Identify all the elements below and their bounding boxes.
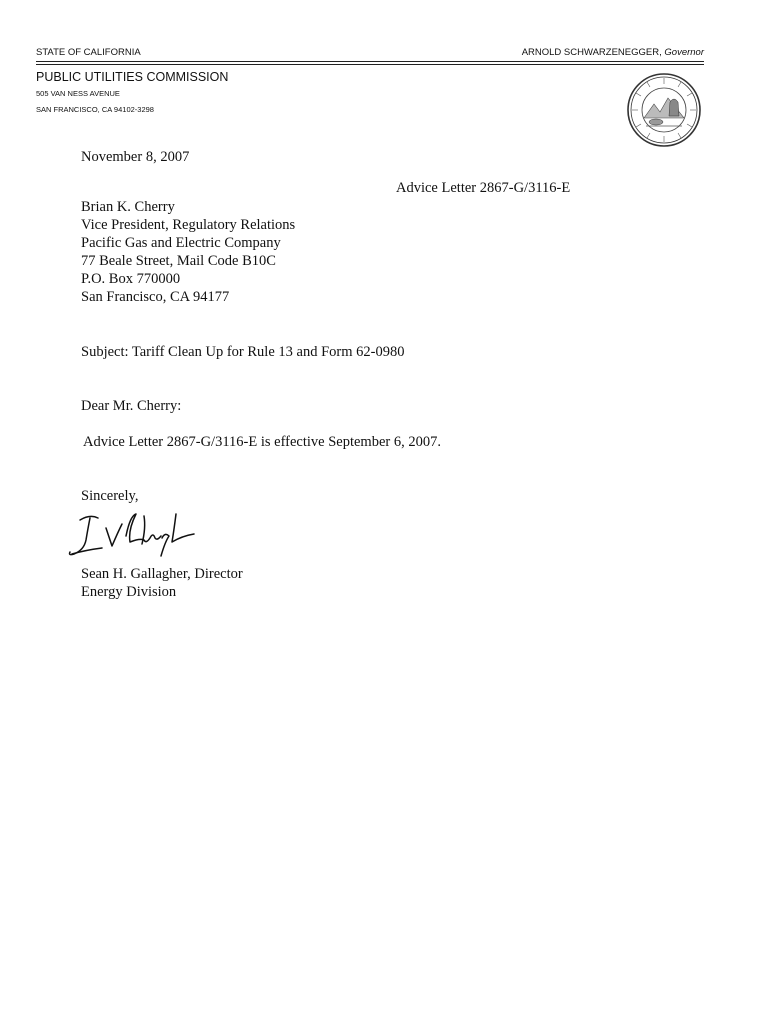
recipient-line: Pacific Gas and Electric Company xyxy=(81,235,281,251)
state-name: STATE OF CALIFORNIA xyxy=(36,47,141,58)
salutation: Dear Mr. Cherry: xyxy=(81,398,182,414)
governor-line xyxy=(522,47,704,58)
governor-title: Governor xyxy=(664,47,704,58)
signer-division: Energy Division xyxy=(81,584,177,600)
letter-date: November 8, 2007 xyxy=(81,149,190,165)
recipient-line: Vice President, Regulatory Relations xyxy=(81,217,296,233)
advice-letter-reference: Advice Letter 2867-G/3116-E xyxy=(396,180,571,196)
signature-image xyxy=(66,506,206,564)
closing: Sincerely, xyxy=(81,488,139,504)
state-seal-icon xyxy=(626,72,702,148)
recipient-line: P.O. Box 770000 xyxy=(81,271,181,287)
agency-city: SAN FRANCISCO, CA 94102-3298 xyxy=(36,105,154,114)
agency-name: PUBLIC UTILITIES COMMISSION xyxy=(36,70,229,84)
header-rule-top xyxy=(36,61,704,62)
recipient-line: Brian K. Cherry xyxy=(81,199,175,215)
letter-body: Advice Letter 2867-G/3116-E is effective September 6, 2007. xyxy=(83,434,441,450)
recipient-line: San Francisco, CA 94177 xyxy=(81,289,230,305)
recipient-line: 77 Beale Street, Mail Code B10C xyxy=(81,253,276,269)
header-rule-bottom xyxy=(36,64,704,65)
agency-street: 505 VAN NESS AVENUE xyxy=(36,89,120,98)
signer-name: Sean H. Gallagher, Director xyxy=(81,566,243,582)
governor-name: ARNOLD SCHWARZENEGGER, xyxy=(521,47,662,58)
subject-line: Subject: Tariff Clean Up for Rule 13 and Form 62-0980 xyxy=(81,344,405,360)
